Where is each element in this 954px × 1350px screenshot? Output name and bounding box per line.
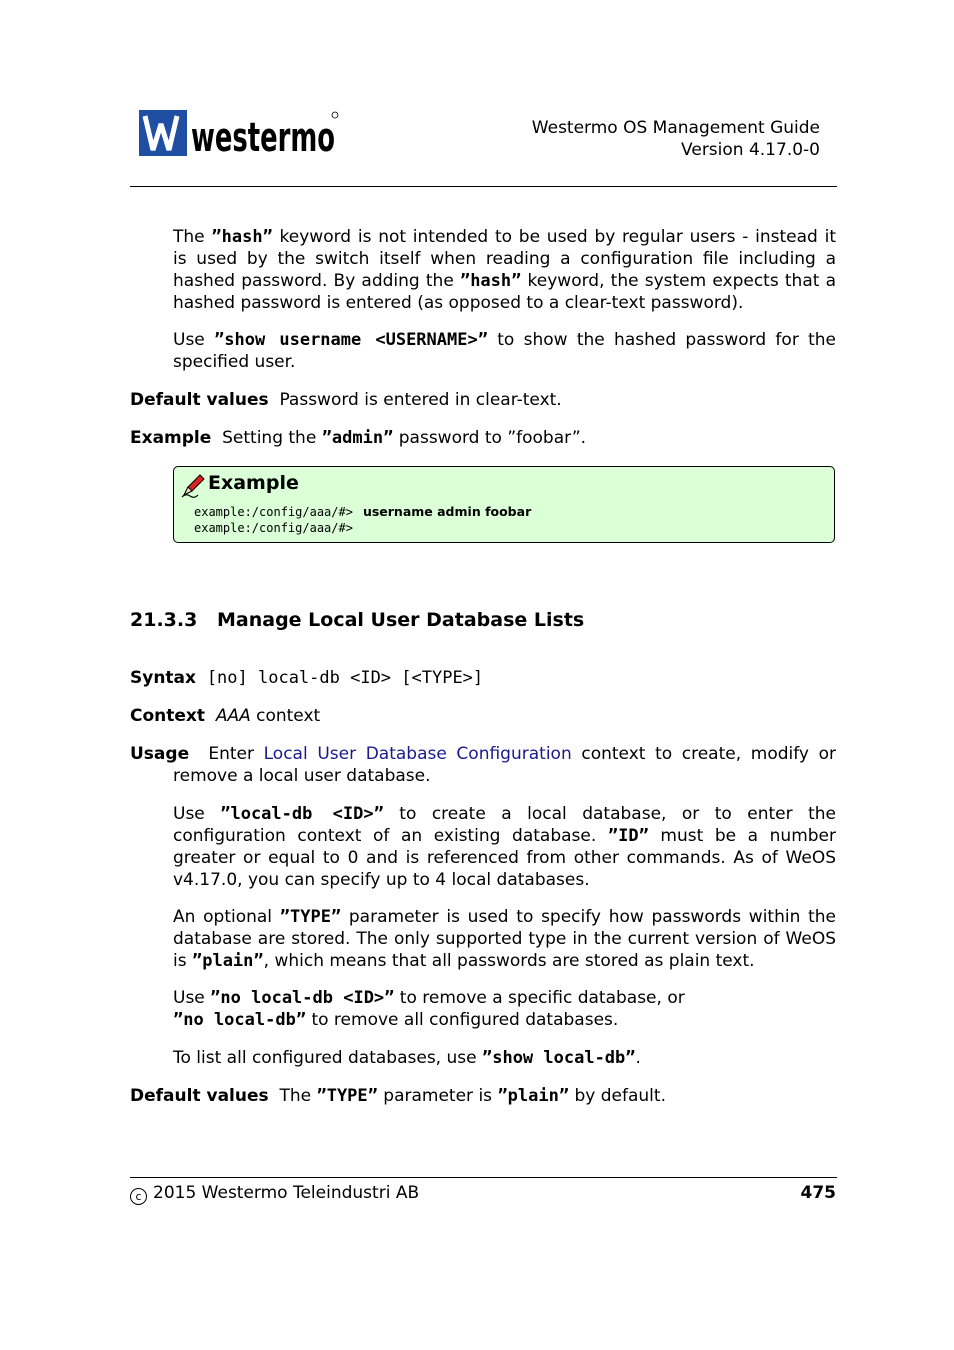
text: parameter is — [377, 1086, 498, 1106]
show-username-paragraph — [173, 329, 836, 373]
usage-list-paragraph — [173, 1047, 836, 1069]
term-label: Default values — [130, 390, 269, 410]
text: must be a number greater or equal to 0 and is referenced from other commands. As of WeOS v4.17.0, you can specify up to 4 local databases. — [173, 826, 836, 890]
keyword: ”TYPE” — [279, 907, 342, 927]
text: . — [635, 1048, 641, 1068]
example-entry — [130, 427, 836, 449]
text: Use — [173, 330, 215, 350]
term-text: Password is entered in clear-text. — [279, 390, 562, 410]
syntax-entry — [130, 667, 836, 689]
term-label: Usage — [130, 744, 190, 764]
term-label: Syntax — [130, 668, 196, 688]
footer-copyright — [130, 1183, 419, 1205]
cli-prompt: example:/config/aaa/#> — [194, 521, 353, 535]
text: An optional — [173, 907, 280, 927]
keyword: ”ID” — [607, 826, 649, 846]
term-label: Context — [130, 706, 206, 726]
page-number: 475 — [800, 1183, 836, 1203]
section-heading — [130, 609, 584, 631]
usage-remove-paragraph — [173, 987, 836, 1031]
text: parameter is used to specify how passwords within the database are stored. The only supported type in the current version of WeOS is — [173, 907, 836, 971]
syntax-text: [no] local-db <ID> [<TYPE>] — [206, 668, 484, 688]
keyword: ”admin” — [321, 428, 394, 448]
context-name: AAA — [215, 706, 251, 726]
text: The — [173, 227, 212, 247]
text: context — [250, 706, 321, 726]
text: To list all configured databases, use — [173, 1048, 482, 1068]
footer-divider — [130, 1177, 837, 1178]
text: Enter — [208, 744, 264, 764]
text: Setting the — [222, 428, 322, 448]
text: context to create, modify or remove a local user database. — [173, 744, 836, 786]
keyword: ”show username <USERNAME>” — [214, 330, 488, 350]
logo-wordmark: westermo — [191, 115, 335, 161]
text: Use — [173, 804, 221, 824]
text: by default. — [569, 1086, 666, 1106]
pen-icon — [180, 473, 206, 504]
guide-version: Version 4.17.0-0 — [681, 140, 820, 160]
text: keyword is not intended to be used by regular users - instead it is used by the switch itself when reading a configuration file including a hashed password. By adding the — [173, 227, 836, 291]
hash-keyword-paragraph — [173, 226, 836, 314]
westermo-logo — [139, 110, 339, 163]
keyword: ”TYPE” — [316, 1086, 378, 1106]
text: to remove all configured databases. — [306, 1010, 619, 1030]
keyword: ”no local-db” — [173, 1010, 307, 1030]
keyword: ”hash” — [211, 227, 273, 247]
code-line — [194, 520, 353, 536]
copyright-text: 2015 Westermo Teleindustri AB — [153, 1183, 420, 1203]
cli-prompt: example:/config/aaa/#> — [194, 505, 353, 519]
example-box-title: Example — [208, 472, 299, 494]
text: password to ”foobar”. — [393, 428, 587, 448]
document-header — [532, 117, 820, 161]
text: keyword, the system expects that a hashed password is entered (as opposed to a clear-text password). — [173, 271, 836, 313]
default-values-entry — [130, 1085, 836, 1107]
header-divider — [130, 186, 837, 187]
copyright-icon: c — [130, 1188, 147, 1205]
keyword: ”no local-db <ID>” — [210, 988, 395, 1008]
local-user-db-config-link[interactable]: Local User Database Configuration — [263, 744, 572, 764]
context-entry — [130, 705, 836, 727]
text: The — [279, 1086, 317, 1106]
code-line — [194, 504, 531, 520]
cli-command: username admin foobar — [362, 504, 532, 519]
usage-type-paragraph — [173, 906, 836, 972]
section-title: Manage Local User Database Lists — [217, 609, 585, 631]
text: Use — [173, 988, 211, 1008]
text: , which means that all passwords are stored as plain text. — [263, 951, 755, 971]
keyword: ”plain” — [191, 951, 264, 971]
usage-local-db-paragraph — [173, 803, 836, 891]
keyword: ”show local-db” — [481, 1048, 636, 1068]
term-label: Default values — [130, 1086, 269, 1106]
keyword: ”hash” — [459, 271, 522, 291]
text: to show the hashed password for the specified user. — [173, 330, 836, 372]
default-values-entry — [130, 389, 836, 411]
term-label: Example — [130, 428, 212, 448]
text: to remove a specific database, or — [394, 988, 685, 1008]
keyword: ”plain” — [497, 1086, 570, 1106]
keyword: ”local-db <ID>” — [220, 804, 384, 824]
section-number: 21.3.3 — [130, 609, 198, 631]
text: to create a local database, or to enter the configuration context of an existing database. — [173, 804, 836, 846]
guide-title: Westermo OS Management Guide — [531, 118, 820, 138]
usage-entry — [130, 743, 836, 787]
